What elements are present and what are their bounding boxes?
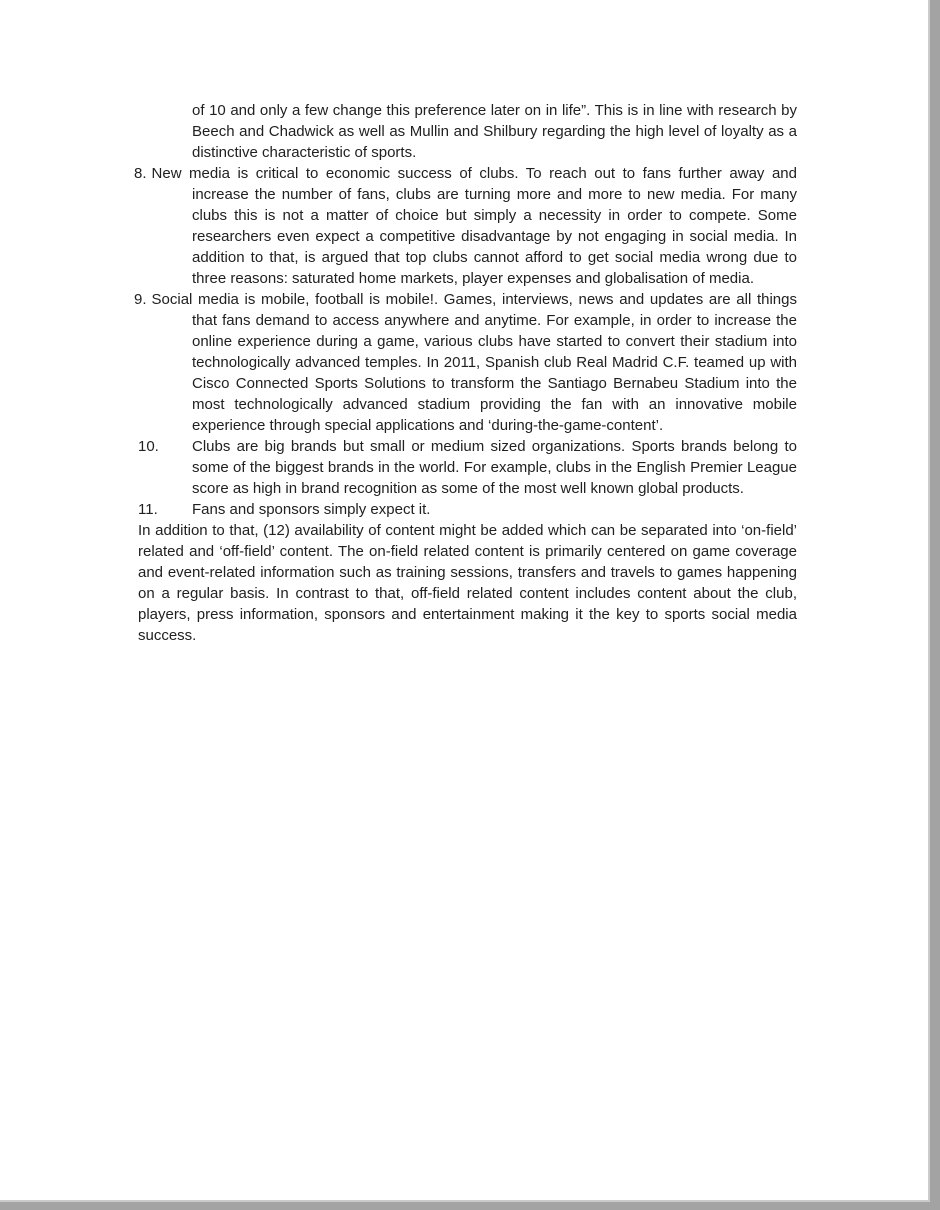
paragraph-closing: In addition to that, (12) availability of content might be added which can be separated into ‘on-field’ related and ‘off-field’ content. The on-field related content is primarily centered on game coverage and event-related information such as training sessions, transfers and travels to games happening on a regular basis. In contrast to that, off-field related content includes content about the club, players, press information, sponsors and entertainment making it the key to sports social media success. (138, 522, 797, 644)
document-content (134, 100, 797, 646)
list-item-10 (138, 436, 797, 499)
paragraph-continuation: of 10 and only a few change this preference later on in life”. This is in line with research by Beech and Chadwick as well as Mullin and Shilbury regarding the high level of loyalty as a distinctive characteristic of sports. (192, 102, 797, 161)
list-item-9 (134, 289, 797, 436)
list-item-8-text: New media is critical to economic success of clubs. To reach out to fans further away and increase the number of fans, clubs are turning more and more to new media. For many clubs this is not a matter of choice but simply a necessity in order to compete. Some researchers even expect a competitive disadvantage by not engaging in social media. In addition to that, is argued that top clubs cannot afford to get social media wrong due to three reasons: saturated home markets, player expenses and globalisation of media. (151, 165, 797, 287)
list-item-11 (138, 499, 797, 520)
list-item-8-number: 8. (134, 165, 147, 182)
list-item-9-number: 9. (134, 291, 147, 308)
list-item-11-text: Fans and sponsors simply expect it. (192, 501, 431, 518)
list-item-9-text: Social media is mobile, football is mobile!. Games, interviews, news and updates are all things that fans demand to access anywhere and anytime. For example, in order to increase the online experience during a game, various clubs have started to convert their stadium into technologically advanced temples. In 2011, Spanish club Real Madrid C.F. teamed up with Cisco Connected Sports Solutions to transform the Santiago Bernabeu Stadium into the most technologically advanced stadium providing the fan with an innovative mobile experience through special applications and ‘during-the-game-content’. (151, 291, 797, 434)
list-item-10-text: Clubs are big brands but small or medium sized organizations. Sports brands belong to some of the biggest brands in the world. For example, clubs in the English Premier League score as high in brand recognition as some of the most well known global products. (192, 438, 797, 497)
list-item-8 (134, 163, 797, 289)
list-item-10-number: 10. (138, 438, 159, 455)
list-item-11-number: 11. (138, 501, 158, 518)
